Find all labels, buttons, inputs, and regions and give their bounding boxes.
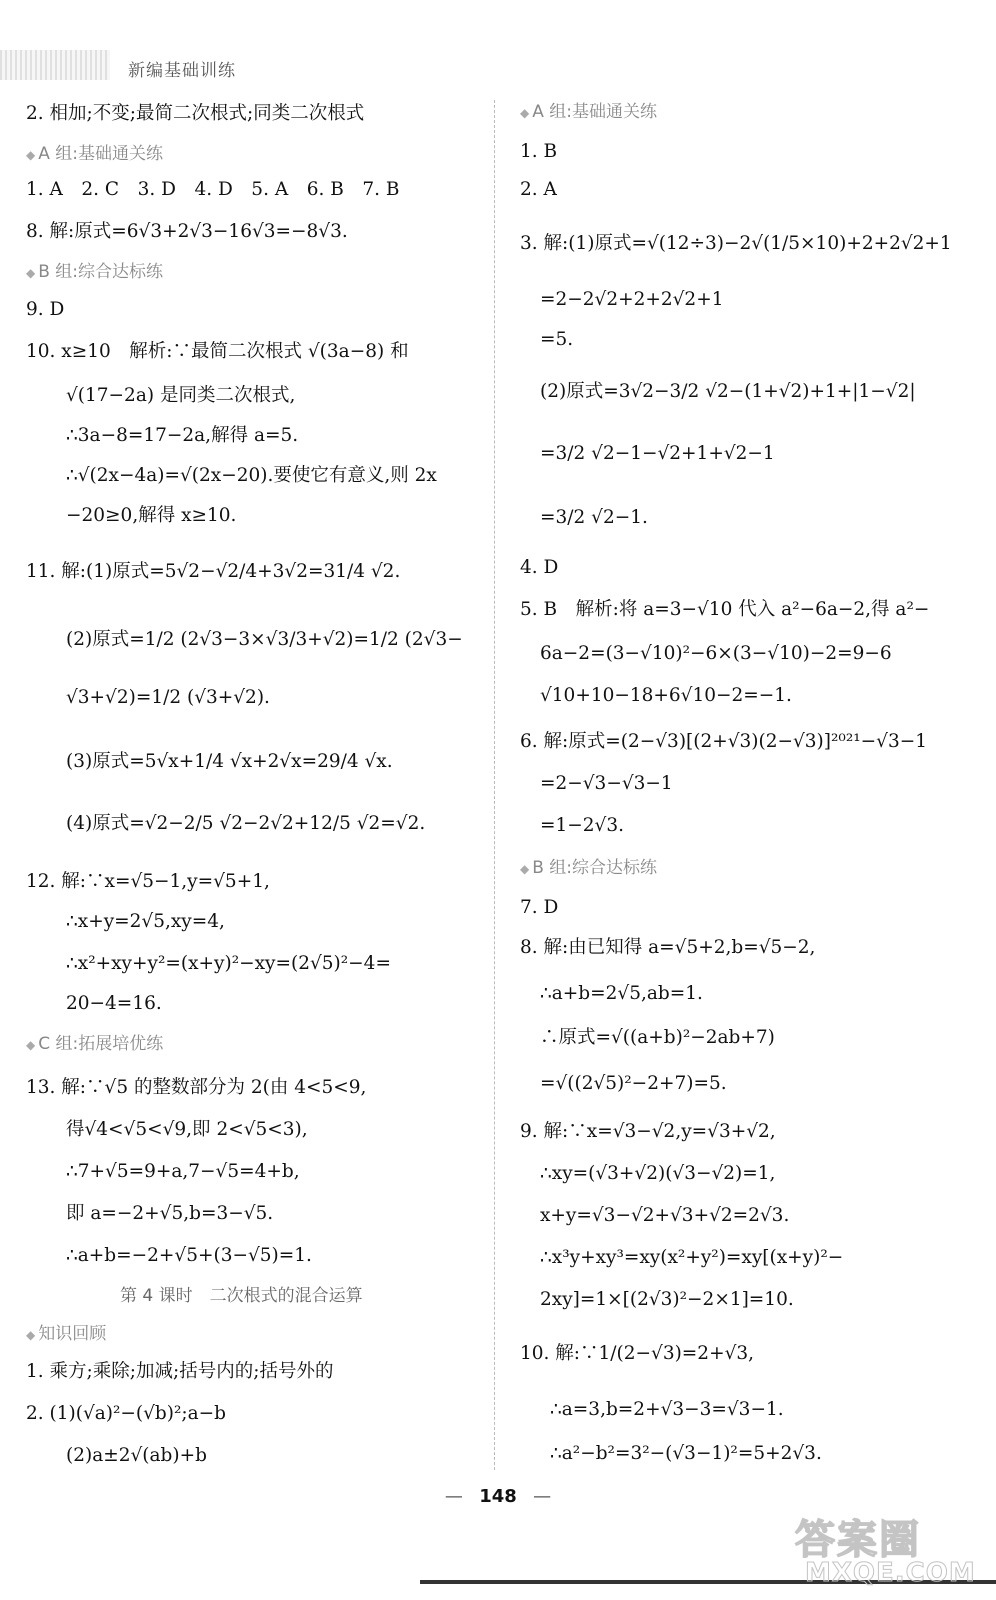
answer-line: 6. 解:原式=(2−√3)[(2+√3)(2−√3)]²⁰²¹−√3−1	[520, 731, 927, 752]
answer-line: 3. 解:(1)原式=√(12÷3)−2√(1/5×10)+2+2√2+1	[520, 233, 952, 254]
answer-line: 1. B	[520, 141, 558, 162]
answer-line: 8. 解:原式=6√3+2√3−16√3=−8√3.	[26, 221, 348, 242]
answer-line: ∴a+b=2√5,ab=1.	[540, 983, 703, 1004]
answer-line: 2. A	[520, 179, 557, 200]
answer-line: ∴x+y=2√5,xy=4,	[66, 911, 225, 932]
answer-line: 2. 相加;不变;最简二次根式;同类二次根式	[26, 103, 365, 124]
answer-line: 6a−2=(3−√10)²−6×(3−√10)−2=9−6	[540, 643, 892, 664]
page-number: — 148 —	[444, 1486, 552, 1507]
answer-line: 即 a=−2+√5,b=3−√5.	[66, 1203, 274, 1224]
answer-line: 2. (1)(√a)²−(√b)²;a−b	[26, 1403, 226, 1424]
section-heading-text: B 组:综合达标练	[38, 262, 164, 282]
answer-line: 11. 解:(1)原式=5√2−√2/4+3√2=31/4 √2.	[26, 561, 401, 582]
section-heading	[26, 1032, 163, 1057]
answer-line: 10. x≥10 解析:∵最简二次根式 √(3a−8) 和	[26, 341, 409, 362]
answer-line: (2)a±2√(ab)+b	[66, 1445, 207, 1466]
section-heading	[26, 142, 163, 167]
watermark	[795, 1508, 985, 1594]
watermark-logo: 答案圈	[795, 1517, 921, 1563]
section-heading-text: B 组:综合达标练	[532, 858, 658, 878]
answer-line: (4)原式=√2−2/5 √2−2√2+12/5 √2=√2.	[66, 813, 426, 834]
header-decoration	[0, 50, 110, 80]
answer-line: 得√4<√5<√9,即 2<√5<3),	[66, 1119, 308, 1140]
section-heading	[26, 260, 163, 285]
answer-line: =1−2√3.	[540, 815, 624, 836]
answer-line: x+y=√3−√2+√3+√2=2√3.	[540, 1205, 790, 1226]
answer-line: ∴a+b=−2+√5+(3−√5)=1.	[66, 1245, 312, 1266]
answer-line: 20−4=16.	[66, 993, 162, 1014]
answer-line: 13. 解:∵√5 的整数部分为 2(由 4<5<9,	[26, 1077, 367, 1098]
lesson-title: 第 4 课时 二次根式的混合运算	[120, 1286, 363, 1306]
answer-line: =2−√3−√3−1	[540, 773, 673, 794]
section-heading-text: A 组:基础通关练	[532, 102, 657, 122]
diamond-icon: ◆	[520, 862, 530, 876]
answer-line: (2)原式=3√2−3/2 √2−(1+√2)+1+|1−√2|	[540, 381, 916, 402]
section-heading-text: A 组:基础通关练	[38, 144, 163, 164]
answer-line: 2xy]=1×[(2√3)²−2×1]=10.	[540, 1289, 794, 1310]
section-heading	[520, 100, 657, 125]
page-header	[0, 0, 996, 90]
answer-line: =√((2√5)²−2+7)=5.	[540, 1073, 727, 1094]
answer-line: ∴3a−8=17−2a,解得 a=5.	[66, 425, 299, 446]
answer-line: 1. A 2. C 3. D 4. D 5. A 6. B 7. B	[26, 179, 400, 200]
answer-line: ∴a²−b²=3²−(√3−1)²=5+2√3.	[550, 1443, 822, 1464]
answer-line: =3/2 √2−1−√2+1+√2−1	[540, 443, 775, 464]
answer-line: 4. D	[520, 557, 559, 578]
answer-line: 7. D	[520, 897, 559, 918]
book-title: 新编基础训练	[128, 61, 236, 81]
answer-line: √10+10−18+6√10−2=−1.	[540, 685, 792, 706]
answer-line: −20≥0,解得 x≥10.	[66, 505, 237, 526]
answer-line: √(17−2a) 是同类二次根式,	[66, 385, 296, 406]
diamond-icon: ◆	[26, 1038, 36, 1052]
answer-line: √3+√2)=1/2 (√3+√2).	[66, 687, 270, 708]
column-divider	[494, 100, 495, 1470]
answer-line: (3)原式=5√x+1/4 √x+2√x=29/4 √x.	[66, 751, 393, 772]
answer-line: 9. 解:∵x=√3−√2,y=√3+√2,	[520, 1121, 776, 1142]
answer-line: ∴√(2x−4a)=√(2x−20).要使它有意义,则 2x	[66, 465, 437, 486]
answer-line: 8. 解:由已知得 a=√5+2,b=√5−2,	[520, 937, 816, 958]
answer-line: =2−2√2+2+2√2+1	[540, 289, 724, 310]
answer-line: ∴x³y+xy³=xy(x²+y²)=xy[(x+y)²−	[540, 1247, 844, 1268]
diamond-icon: ◆	[520, 106, 530, 120]
answer-line: =5.	[540, 329, 574, 350]
answer-line: ∴a=3,b=2+√3−3=√3−1.	[550, 1399, 784, 1420]
answer-line: ∴原式=√((a+b)²−2ab+7)	[540, 1027, 775, 1048]
answer-line: 12. 解:∵x=√5−1,y=√5+1,	[26, 871, 270, 892]
answer-line: ∴7+√5=9+a,7−√5=4+b,	[66, 1161, 300, 1182]
answer-line: 9. D	[26, 299, 65, 320]
answer-line: (2)原式=1/2 (2√3−3×√3/3+√2)=1/2 (2√3−	[66, 629, 463, 650]
diamond-icon: ◆	[26, 148, 36, 162]
watermark-url: MXQE.COM	[805, 1558, 976, 1588]
answer-line: =3/2 √2−1.	[540, 507, 648, 528]
section-heading-text: 知识回顾	[38, 1324, 107, 1344]
page-number-text: 148	[479, 1486, 517, 1507]
answer-line: 5. B 解析:将 a=3−√10 代入 a²−6a−2,得 a²−	[520, 599, 930, 620]
answer-line: ∴x²+xy+y²=(x+y)²−xy=(2√5)²−4=	[66, 953, 391, 974]
answer-line: 1. 乘方;乘除;加减;括号内的;括号外的	[26, 1361, 334, 1382]
diamond-icon: ◆	[26, 1328, 36, 1342]
section-heading	[26, 1322, 106, 1347]
diamond-icon: ◆	[26, 266, 36, 280]
section-heading	[520, 856, 657, 881]
section-heading-text: C 组:拓展培优练	[38, 1034, 164, 1054]
answer-line: ∴xy=(√3+√2)(√3−√2)=1,	[540, 1163, 776, 1184]
answer-line: 10. 解:∵1/(2−√3)=2+√3,	[520, 1343, 755, 1364]
